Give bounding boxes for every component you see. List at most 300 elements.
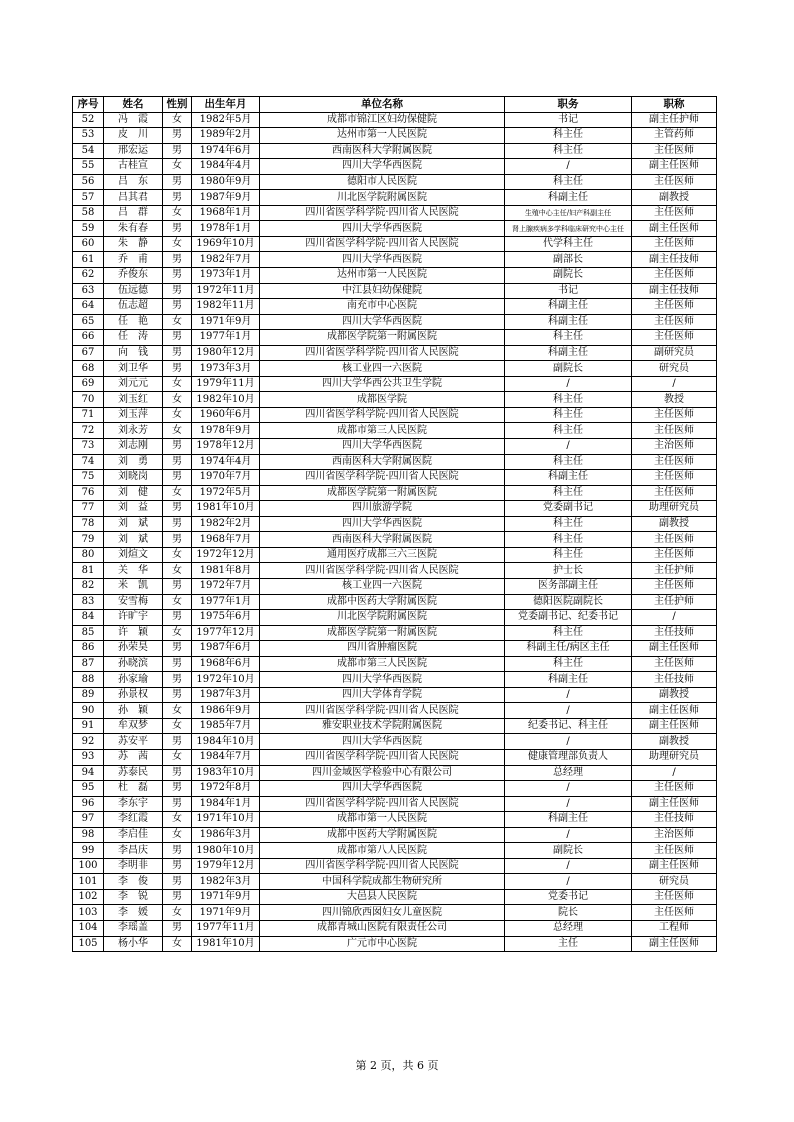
cell-position: 科副主任 (505, 190, 632, 206)
cell-title: 副教授 (632, 687, 717, 703)
cell-name: 刘 健 (104, 485, 163, 501)
table-row (73, 174, 717, 190)
table-row (73, 159, 717, 175)
cell-index: 68 (73, 361, 104, 377)
cell-name: 刘志刚 (104, 439, 163, 455)
cell-birth: 1989年2月 (192, 128, 260, 144)
cell-name: 牟双梦 (104, 718, 163, 734)
cell-position: 党委书记 (505, 889, 632, 905)
cell-name: 向 钱 (104, 345, 163, 361)
cell-gender: 男 (163, 361, 192, 377)
cell-unit: 成都医学院第一附属医院 (260, 330, 505, 346)
cell-gender: 男 (163, 330, 192, 346)
table-row (73, 905, 717, 921)
cell-title: 主任医师 (632, 889, 717, 905)
cell-unit: 四川大学华西医院 (260, 516, 505, 532)
cell-gender: 男 (163, 283, 192, 299)
cell-birth: 1977年1月 (192, 330, 260, 346)
cell-title: 助理研究员 (632, 501, 717, 517)
cell-position: 德阳医院副院长 (505, 594, 632, 610)
cell-position: 科主任 (505, 423, 632, 439)
cell-position: 肾上腺疾病多学科临床研究中心主任 (505, 221, 632, 237)
cell-title: 副主任医师 (632, 221, 717, 237)
cell-index: 52 (73, 112, 104, 128)
cell-index: 97 (73, 812, 104, 828)
cell-position: 健康管理部负责人 (505, 749, 632, 765)
cell-index: 95 (73, 781, 104, 797)
cell-index: 104 (73, 920, 104, 936)
cell-position: 科副主任 (505, 299, 632, 315)
cell-name: 李昌庆 (104, 843, 163, 859)
cell-unit: 四川省医学科学院·四川省人民医院 (260, 470, 505, 486)
cell-title: 主管药师 (632, 128, 717, 144)
cell-title: 助理研究员 (632, 749, 717, 765)
cell-name: 孙家瑜 (104, 672, 163, 688)
cell-unit: 四川锦欣西囡妇女儿童医院 (260, 905, 505, 921)
cell-name: 吕 群 (104, 205, 163, 221)
cell-title: 主任医师 (632, 781, 717, 797)
cell-position: 副院长 (505, 361, 632, 377)
cell-position: 书记 (505, 283, 632, 299)
cell-gender: 女 (163, 392, 192, 408)
cell-unit: 南充市中心医院 (260, 299, 505, 315)
cell-name: 李 俊 (104, 874, 163, 890)
cell-gender: 女 (163, 547, 192, 563)
cell-birth: 1977年11月 (192, 920, 260, 936)
cell-title: / (632, 610, 717, 626)
cell-index: 105 (73, 936, 104, 952)
cell-title: 主任医师 (632, 578, 717, 594)
cell-index: 85 (73, 625, 104, 641)
cell-unit: 成都市锦江区妇幼保健院 (260, 112, 505, 128)
cell-unit: 四川大学华西医院 (260, 734, 505, 750)
cell-birth: 1969年10月 (192, 236, 260, 252)
table-row (73, 889, 717, 905)
cell-name: 刘卫华 (104, 361, 163, 377)
cell-unit: 四川大学华西医院 (260, 314, 505, 330)
cell-gender: 男 (163, 470, 192, 486)
table-row (73, 283, 717, 299)
cell-birth: 1975年6月 (192, 610, 260, 626)
cell-position: 科主任 (505, 485, 632, 501)
cell-unit: 四川省医学科学院·四川省人民医院 (260, 858, 505, 874)
cell-name: 刘晓岗 (104, 470, 163, 486)
cell-birth: 1982年3月 (192, 874, 260, 890)
cell-title: 教授 (632, 392, 717, 408)
cell-birth: 1984年7月 (192, 749, 260, 765)
cell-birth: 1971年9月 (192, 314, 260, 330)
cell-gender: 男 (163, 796, 192, 812)
cell-birth: 1981年8月 (192, 563, 260, 579)
cell-title: 副教授 (632, 734, 717, 750)
cell-position: / (505, 781, 632, 797)
cell-position: 科主任 (505, 656, 632, 672)
cell-birth: 1987年3月 (192, 687, 260, 703)
cell-gender: 男 (163, 781, 192, 797)
cell-position: 医务部副主任 (505, 578, 632, 594)
cell-name: 李明非 (104, 858, 163, 874)
cell-unit: 四川大学华西医院 (260, 159, 505, 175)
cell-position: / (505, 796, 632, 812)
cell-index: 89 (73, 687, 104, 703)
cell-index: 70 (73, 392, 104, 408)
cell-index: 59 (73, 221, 104, 237)
cell-birth: 1972年8月 (192, 781, 260, 797)
cell-index: 92 (73, 734, 104, 750)
table-row (73, 516, 717, 532)
table-row (73, 392, 717, 408)
cell-birth: 1972年12月 (192, 547, 260, 563)
cell-title: 主任医师 (632, 423, 717, 439)
cell-title: 主任医师 (632, 547, 717, 563)
cell-gender: 女 (163, 205, 192, 221)
cell-name: 刘 斌 (104, 532, 163, 548)
cell-gender: 男 (163, 641, 192, 657)
cell-index: 55 (73, 159, 104, 175)
cell-name: 李 锐 (104, 889, 163, 905)
cell-unit: 川北医学院附属医院 (260, 610, 505, 626)
cell-index: 69 (73, 376, 104, 392)
cell-birth: 1982年11月 (192, 299, 260, 315)
cell-title: 主任医师 (632, 314, 717, 330)
table-row (73, 672, 717, 688)
cell-name: 许旷宇 (104, 610, 163, 626)
cell-title: 副主任技师 (632, 283, 717, 299)
table-row (73, 361, 717, 377)
cell-name: 朱 静 (104, 236, 163, 252)
cell-birth: 1971年9月 (192, 905, 260, 921)
cell-position: / (505, 874, 632, 890)
cell-name: 刘 益 (104, 501, 163, 517)
cell-name: 刘煊文 (104, 547, 163, 563)
cell-unit: 成都医学院第一附属医院 (260, 485, 505, 501)
cell-gender: 男 (163, 299, 192, 315)
cell-index: 96 (73, 796, 104, 812)
cell-birth: 1982年7月 (192, 252, 260, 268)
cell-unit: 四川省医学科学院·四川省人民医院 (260, 796, 505, 812)
cell-gender: 女 (163, 159, 192, 175)
cell-name: 李红霞 (104, 812, 163, 828)
cell-birth: 1971年10月 (192, 812, 260, 828)
cell-birth: 1981年10月 (192, 501, 260, 517)
table-row (73, 858, 717, 874)
cell-gender: 女 (163, 812, 192, 828)
cell-birth: 1972年10月 (192, 672, 260, 688)
cell-index: 67 (73, 345, 104, 361)
cell-name: 李东宇 (104, 796, 163, 812)
cell-name: 乔俊东 (104, 268, 163, 284)
cell-index: 65 (73, 314, 104, 330)
cell-gender: 男 (163, 578, 192, 594)
cell-name: 古桂宣 (104, 159, 163, 175)
cell-birth: 1980年12月 (192, 345, 260, 361)
cell-index: 84 (73, 610, 104, 626)
cell-gender: 男 (163, 843, 192, 859)
cell-index: 103 (73, 905, 104, 921)
cell-gender: 女 (163, 407, 192, 423)
cell-gender: 男 (163, 874, 192, 890)
table-row (73, 221, 717, 237)
cell-unit: 四川大学体育学院 (260, 687, 505, 703)
cell-birth: 1968年7月 (192, 532, 260, 548)
cell-title: 副教授 (632, 190, 717, 206)
cell-gender: 男 (163, 920, 192, 936)
table-row (73, 610, 717, 626)
table-row (73, 190, 717, 206)
cell-birth: 1974年4月 (192, 454, 260, 470)
cell-gender: 男 (163, 174, 192, 190)
cell-gender: 女 (163, 563, 192, 579)
cell-gender: 男 (163, 221, 192, 237)
cell-gender: 男 (163, 610, 192, 626)
cell-index: 63 (73, 283, 104, 299)
cell-birth: 1977年12月 (192, 625, 260, 641)
cell-title: / (632, 765, 717, 781)
cell-unit: 四川省医学科学院·四川省人民医院 (260, 749, 505, 765)
cell-birth: 1982年10月 (192, 392, 260, 408)
table-row (73, 485, 717, 501)
cell-name: 乔 甫 (104, 252, 163, 268)
cell-unit: 四川省医学科学院·四川省人民医院 (260, 205, 505, 221)
cell-title: 副教授 (632, 516, 717, 532)
cell-unit: 中江县妇幼保健院 (260, 283, 505, 299)
cell-position: 党委副书记、纪委书记 (505, 610, 632, 626)
cell-position: 科主任 (505, 547, 632, 563)
header-index: 序号 (73, 97, 104, 113)
cell-position: 书记 (505, 112, 632, 128)
table-row (73, 112, 717, 128)
cell-birth: 1978年9月 (192, 423, 260, 439)
cell-unit: 核工业四一六医院 (260, 361, 505, 377)
cell-index: 81 (73, 563, 104, 579)
cell-birth: 1978年12月 (192, 439, 260, 455)
cell-gender: 男 (163, 889, 192, 905)
cell-unit: 广元市中心医院 (260, 936, 505, 952)
cell-unit: 西南医科大学附属医院 (260, 532, 505, 548)
cell-title: 主任医师 (632, 407, 717, 423)
cell-name: 苏泰民 (104, 765, 163, 781)
cell-gender: 男 (163, 516, 192, 532)
table-row (73, 796, 717, 812)
cell-index: 58 (73, 205, 104, 221)
cell-position: 科主任 (505, 532, 632, 548)
cell-unit: 成都医学院第一附属医院 (260, 625, 505, 641)
cell-birth: 1984年10月 (192, 734, 260, 750)
cell-gender: 女 (163, 718, 192, 734)
cell-gender: 女 (163, 236, 192, 252)
cell-unit: 成都医学院 (260, 392, 505, 408)
cell-name: 李瑶盖 (104, 920, 163, 936)
cell-title: 主任技师 (632, 812, 717, 828)
cell-gender: 男 (163, 190, 192, 206)
cell-index: 76 (73, 485, 104, 501)
cell-gender: 男 (163, 687, 192, 703)
cell-position: 科主任 (505, 392, 632, 408)
cell-unit: 四川省医学科学院·四川省人民医院 (260, 236, 505, 252)
cell-title: 主任医师 (632, 205, 717, 221)
table-row (73, 470, 717, 486)
table-row (73, 143, 717, 159)
cell-title: 副主任医师 (632, 641, 717, 657)
cell-unit: 德阳市人民医院 (260, 174, 505, 190)
cell-position: 科主任 (505, 143, 632, 159)
cell-position: 党委副书记 (505, 501, 632, 517)
cell-birth: 1979年12月 (192, 858, 260, 874)
table-row (73, 687, 717, 703)
cell-name: 吕 东 (104, 174, 163, 190)
cell-position: / (505, 734, 632, 750)
cell-title: 副主任技师 (632, 252, 717, 268)
cell-unit: 四川省医学科学院·四川省人民医院 (260, 563, 505, 579)
cell-name: 朱有春 (104, 221, 163, 237)
cell-name: 任 涛 (104, 330, 163, 346)
cell-gender: 女 (163, 703, 192, 719)
cell-title: 主任医师 (632, 454, 717, 470)
cell-name: 李启佳 (104, 827, 163, 843)
table-header-row (73, 97, 717, 113)
cell-gender: 男 (163, 501, 192, 517)
cell-unit: 西南医科大学附属医院 (260, 143, 505, 159)
cell-position: / (505, 703, 632, 719)
cell-position: 科主任 (505, 330, 632, 346)
cell-index: 60 (73, 236, 104, 252)
cell-index: 75 (73, 470, 104, 486)
cell-name: 李 媛 (104, 905, 163, 921)
table-row (73, 718, 717, 734)
cell-index: 91 (73, 718, 104, 734)
cell-unit: 四川大学华西公共卫生学院 (260, 376, 505, 392)
cell-name: 皮 川 (104, 128, 163, 144)
cell-title: 主任医师 (632, 174, 717, 190)
cell-title: 主任医师 (632, 843, 717, 859)
cell-birth: 1973年1月 (192, 268, 260, 284)
table-row (73, 656, 717, 672)
cell-birth: 1972年11月 (192, 283, 260, 299)
cell-title: 副主任医师 (632, 159, 717, 175)
cell-title: / (632, 376, 717, 392)
cell-position: 代学科主任 (505, 236, 632, 252)
cell-name: 杨小华 (104, 936, 163, 952)
cell-name: 杜 磊 (104, 781, 163, 797)
cell-birth: 1985年7月 (192, 718, 260, 734)
cell-position: 科主任 (505, 174, 632, 190)
cell-position: 院长 (505, 905, 632, 921)
cell-index: 62 (73, 268, 104, 284)
cell-unit: 通用医疗成都三六三医院 (260, 547, 505, 563)
cell-index: 71 (73, 407, 104, 423)
table-row (73, 268, 717, 284)
cell-title: 主任医师 (632, 470, 717, 486)
cell-name: 伍远德 (104, 283, 163, 299)
cell-unit: 核工业四一六医院 (260, 578, 505, 594)
cell-index: 86 (73, 641, 104, 657)
cell-unit: 四川旅游学院 (260, 501, 505, 517)
cell-position: / (505, 858, 632, 874)
cell-unit: 四川省医学科学院·四川省人民医院 (260, 407, 505, 423)
cell-gender: 男 (163, 532, 192, 548)
cell-index: 82 (73, 578, 104, 594)
cell-unit: 川北医学院附属医院 (260, 190, 505, 206)
cell-name: 刘元元 (104, 376, 163, 392)
cell-index: 72 (73, 423, 104, 439)
cell-index: 83 (73, 594, 104, 610)
page-footer: 第 2 页，共 6 页 (355, 1059, 439, 1072)
cell-title: 主治医师 (632, 827, 717, 843)
cell-birth: 1968年6月 (192, 656, 260, 672)
cell-unit: 西南医科大学附属医院 (260, 454, 505, 470)
cell-unit: 四川大学华西医院 (260, 439, 505, 455)
cell-birth: 1980年10月 (192, 843, 260, 859)
cell-name: 米 凯 (104, 578, 163, 594)
cell-position: 副院长 (505, 843, 632, 859)
table-row (73, 781, 717, 797)
cell-position: 科主任 (505, 516, 632, 532)
cell-position: / (505, 439, 632, 455)
cell-index: 79 (73, 532, 104, 548)
cell-position: 纪委书记、科主任 (505, 718, 632, 734)
cell-birth: 1972年7月 (192, 578, 260, 594)
cell-index: 61 (73, 252, 104, 268)
table-row (73, 563, 717, 579)
cell-gender: 女 (163, 423, 192, 439)
cell-position: 科副主任 (505, 812, 632, 828)
cell-index: 74 (73, 454, 104, 470)
cell-title: 副研究员 (632, 345, 717, 361)
cell-name: 刘玉萍 (104, 407, 163, 423)
cell-name: 伍志超 (104, 299, 163, 315)
table-row (73, 827, 717, 843)
cell-gender: 男 (163, 268, 192, 284)
cell-index: 98 (73, 827, 104, 843)
cell-title: 主任医师 (632, 330, 717, 346)
cell-title: 主任医师 (632, 299, 717, 315)
cell-unit: 四川大学华西医院 (260, 252, 505, 268)
cell-birth: 1980年9月 (192, 174, 260, 190)
cell-birth: 1978年1月 (192, 221, 260, 237)
cell-gender: 男 (163, 128, 192, 144)
cell-index: 53 (73, 128, 104, 144)
table-row (73, 532, 717, 548)
table-row (73, 252, 717, 268)
cell-unit: 四川省肿瘤医院 (260, 641, 505, 657)
cell-position: / (505, 376, 632, 392)
cell-name: 孙晓滨 (104, 656, 163, 672)
cell-position: / (505, 827, 632, 843)
cell-index: 73 (73, 439, 104, 455)
cell-name: 关 华 (104, 563, 163, 579)
cell-gender: 女 (163, 936, 192, 952)
cell-index: 77 (73, 501, 104, 517)
cell-index: 99 (73, 843, 104, 859)
cell-index: 66 (73, 330, 104, 346)
cell-title: 主任医师 (632, 905, 717, 921)
cell-birth: 1981年10月 (192, 936, 260, 952)
cell-name: 安雪梅 (104, 594, 163, 610)
cell-birth: 1987年9月 (192, 190, 260, 206)
table-row (73, 423, 717, 439)
header-name: 姓名 (104, 97, 163, 113)
cell-position: 总经理 (505, 920, 632, 936)
header-position: 职务 (505, 97, 632, 113)
cell-position: 科副主任/病区主任 (505, 641, 632, 657)
cell-index: 80 (73, 547, 104, 563)
cell-title: 主任护师 (632, 563, 717, 579)
cell-index: 87 (73, 656, 104, 672)
cell-gender: 男 (163, 765, 192, 781)
cell-name: 冯 霞 (104, 112, 163, 128)
cell-gender: 女 (163, 827, 192, 843)
table-row (73, 501, 717, 517)
